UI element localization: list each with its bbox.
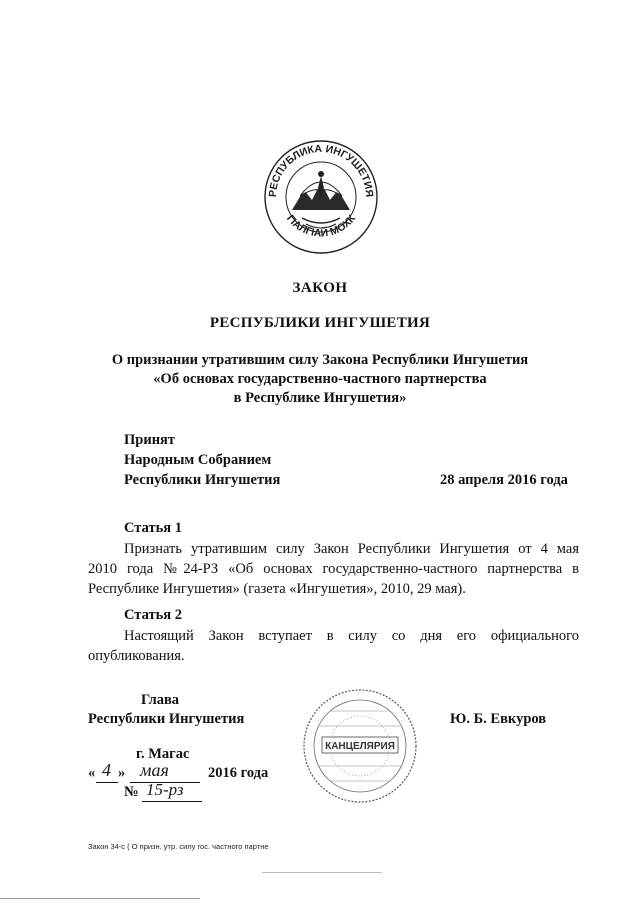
article-1-line-2: 2010 года №24-РЗ «Об основах государственно-частного партнерства в	[88, 561, 579, 577]
article-2-line-2: опубликования.	[88, 648, 185, 664]
subject-line-3: в Республике Ингушетия»	[233, 390, 407, 406]
emblem-icon	[262, 138, 380, 256]
adopted-label: Принят	[124, 432, 176, 448]
date-day-handwritten: 4	[102, 760, 111, 780]
place-of-signing: г. Магас	[136, 746, 190, 762]
emblem-bottom-text: ГІАЛГІАЙ МОХК	[284, 212, 358, 240]
republic-emblem	[262, 138, 380, 256]
stamp-icon	[300, 686, 420, 806]
number-prefix: №	[124, 784, 139, 800]
article-2-line-1: Настоящий Закон вступает в силу со дня его официального	[124, 628, 579, 644]
scan-edge-line	[0, 898, 200, 899]
article-2-heading: Статья 2	[124, 607, 182, 623]
article-1-heading: Статья 1	[124, 520, 182, 536]
article-1-line-3: Республике Ингушетия» (газета «Ингушетия», 2010, 29 мая).	[88, 581, 466, 597]
article-1-line-1: Признать утратившим силу Закон Республики Ингушетия от 4 мая	[124, 541, 579, 557]
document-type-title: ЗАКОН	[292, 280, 348, 296]
date-month-handwritten: мая	[140, 760, 169, 780]
adopted-by-republic: Республики Ингушетия	[124, 472, 281, 488]
official-stamp	[300, 686, 420, 806]
signatory-name: Ю. Б. Евкуров	[450, 711, 547, 727]
date-close-quote: »	[118, 765, 126, 781]
stamp-center-text: КАНЦЕЛЯРИЯ	[325, 741, 395, 752]
adopted-by: Народным Собранием	[124, 452, 272, 468]
emblem-top-text: РЕСПУБЛИКА ИНГУШЕТИЯ	[266, 142, 376, 198]
footer-file-note: Закон 34-с ( О призн. утр. силу гос. частного партне	[88, 842, 269, 851]
scan-line	[262, 872, 382, 873]
subject-line-2: «Об основах государственно-частного партнерства	[153, 371, 487, 387]
signatory-title-2: Республики Ингушетия	[88, 711, 245, 727]
svg-text:ГІАЛГІАЙ МОХК	[284, 212, 358, 239]
law-number	[124, 782, 234, 806]
number-handwritten: 15-рз	[146, 780, 184, 799]
subject-line-1: О признании утратившим силу Закона Республики Ингушетия	[111, 352, 529, 368]
adoption-date: 28 апреля 2016 года	[440, 472, 568, 488]
date-year: 2016 года	[208, 765, 269, 781]
date-open-quote: «	[88, 765, 96, 781]
issuer-title: РЕСПУБЛИКИ ИНГУШЕТИЯ	[209, 315, 431, 331]
signatory-title-1: Глава	[141, 692, 180, 708]
